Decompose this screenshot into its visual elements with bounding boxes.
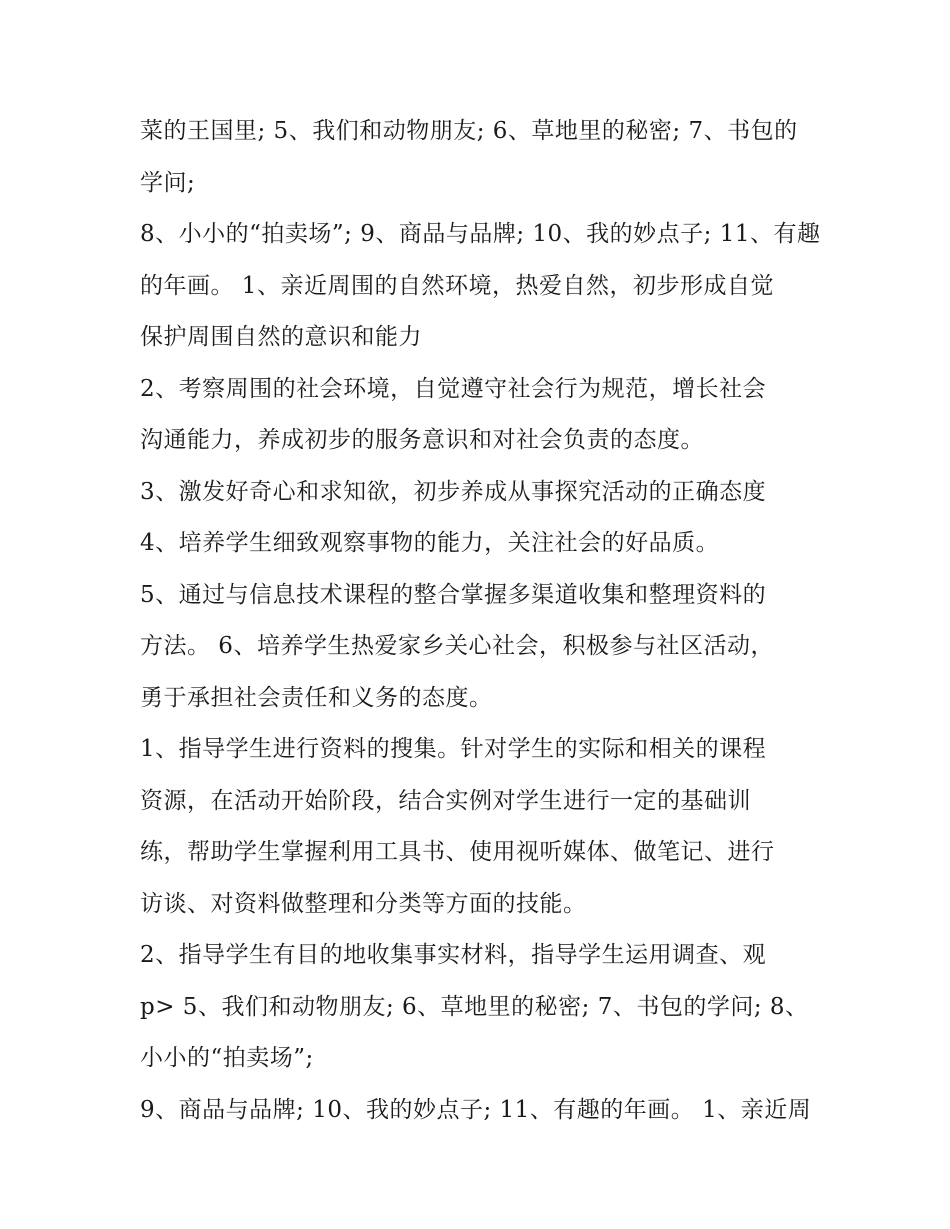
text-line: 8、小小的“拍卖场”; 9、商品与品牌; 10、我的妙点子; 11、有趣: [140, 221, 821, 247]
text-line: 3、激发好奇心和求知欲，初步养成从事探究活动的正确态度: [140, 478, 767, 505]
text-line: 访谈、对资料做整理和分类等方面的技能。: [140, 890, 587, 917]
text-line: 4、培养学生细致观察事物的能力，关注社会的好品质。: [140, 530, 720, 556]
text-line: 勇于承担社会责任和义务的态度。: [140, 684, 493, 711]
text-line: 保护周围自然的意识和能力: [140, 324, 422, 350]
text-line: 9、商品与品牌; 10、我的妙点子; 11、有趣的年画。 1、亲近周: [140, 1096, 812, 1123]
text-line: 方法。 6、培养学生热爱家乡关心社会，积极参与社区活动，: [140, 633, 774, 659]
text-line: 5、通过与信息技术课程的整合掌握多渠道收集和整理资料的: [140, 581, 767, 608]
document-body: [140, 106, 840, 1136]
text-line: 1、指导学生进行资料的搜集。针对学生的实际和相关的课程: [140, 736, 767, 762]
text-line: 学问;: [140, 169, 196, 196]
text-line: 菜的王国里; 5、我们和动物朋友; 6、草地里的秘密; 7、书包的: [140, 118, 798, 144]
text-line: 小小的“拍卖场”;: [140, 1045, 314, 1071]
text-line: 2、指导学生有目的地收集事实材料，指导学生运用调查、观: [140, 942, 767, 968]
text-line: 沟通能力，养成初步的服务意识和对社会负责的态度。: [140, 427, 704, 453]
text-line: p> 5、我们和动物朋友; 6、草地里的秘密; 7、书包的学问; 8、: [140, 993, 809, 1020]
text-line: 资源，在活动开始阶段，结合实例对学生进行一定的基础训: [140, 787, 751, 814]
text-line: 的年画。 1、亲近周围的自然环境，热爱自然，初步形成自觉: [140, 272, 774, 299]
text-line: 2、考察周围的社会环境，自觉遵守社会行为规范，增长社会: [140, 375, 767, 402]
text-line: 练，帮助学生掌握利用工具书、使用视听媒体、做笔记、进行: [140, 839, 775, 865]
